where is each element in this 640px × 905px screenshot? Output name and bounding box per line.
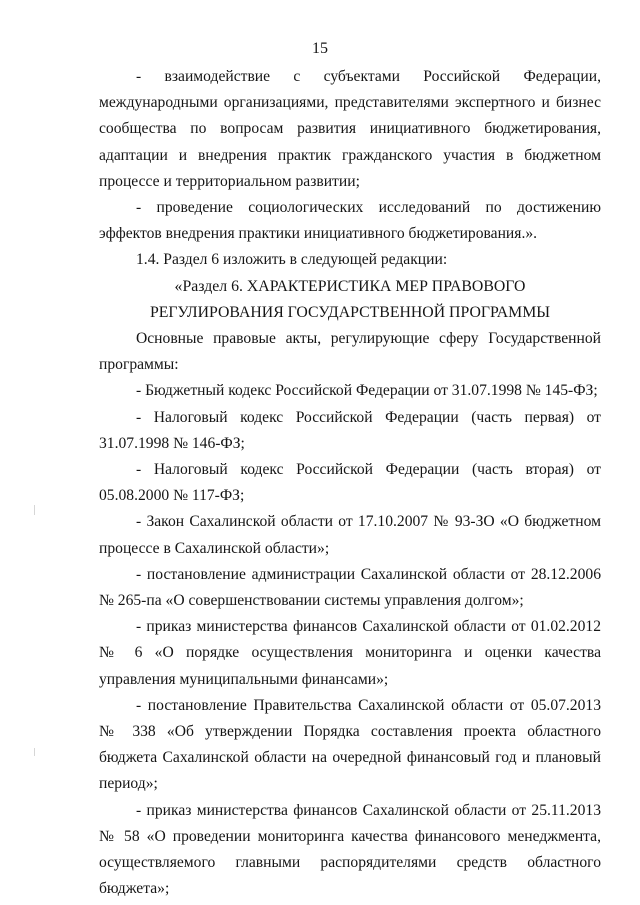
paragraph-intro: Основные правовые акты, регулирующие сферу Государственной программы: (99, 330, 601, 374)
list-item-ministry-order-2013: - приказ министерства финансов Сахалинской области от 25.11.2013 № 58 «О проведении мониторинга качества финансового менеджмента, осуществляемого главными распорядителями средств областного бюджета»; (99, 801, 601, 898)
list-item-budget-code: - Бюджетный кодекс Российской Федерации от 31.07.1998 № 145-ФЗ; (136, 382, 598, 400)
scan-mark (34, 748, 35, 756)
list-item-government-decree: - постановление Правительства Сахалинской области от 05.07.2013 № 338 «Об утверждении Порядка составления проекта областного бюджета Сахалинской области на очередной финансовый год и плановый период»; (99, 696, 601, 793)
scan-mark (34, 505, 35, 515)
paragraph-amendment: 1.4. Раздел 6 изложить в следующей редакции: (136, 251, 448, 269)
section-heading-line-2: РЕГУЛИРОВАНИЯ ГОСУДАРСТВЕННОЙ ПРОГРАММЫ (149, 303, 551, 321)
list-item-ministry-order-2012: - приказ министерства финансов Сахалинской области от 01.02.2012 № 6 «О порядке осуществления мониторинга и оценки качества управления муниципальными финансами»; (99, 618, 601, 688)
document-body (99, 64, 601, 903)
paragraph-interaction: - взаимодействие с субъектами Российской Федерации, международными организациями, представителями экспертного и бизнес сообщества по вопросам развития инициативного бюджетирования, адаптации и внедрения практик гражданского участия в бюджетном процессе и территориальном развитии; (99, 68, 601, 190)
list-item-tax-code-part-2: - Налоговый кодекс Российской Федерации (часть вторая) от 05.08.2000 № 117-ФЗ; (99, 461, 601, 505)
paragraph-research: - проведение социологических исследований по достижению эффектов внедрения практики инициативного бюджетирования.». (99, 199, 601, 243)
section-heading-line-1: «Раздел 6. ХАРАКТЕРИСТИКА МЕР ПРАВОВОГО (174, 277, 526, 295)
page-number: 15 (312, 40, 328, 57)
list-item-administration-decree: - постановление администрации Сахалинской области от 28.12.2006 № 265-па «О совершенствовании системы управления долгом»; (99, 565, 601, 610)
list-item-regional-law: - Закон Сахалинской области от 17.10.2007 № 93-ЗО «О бюджетном процессе в Сахалинской области»; (99, 513, 601, 557)
list-item-tax-code-part-1: - Налоговый кодекс Российской Федерации (часть первая) от 31.07.1998 № 146-ФЗ; (99, 408, 601, 452)
